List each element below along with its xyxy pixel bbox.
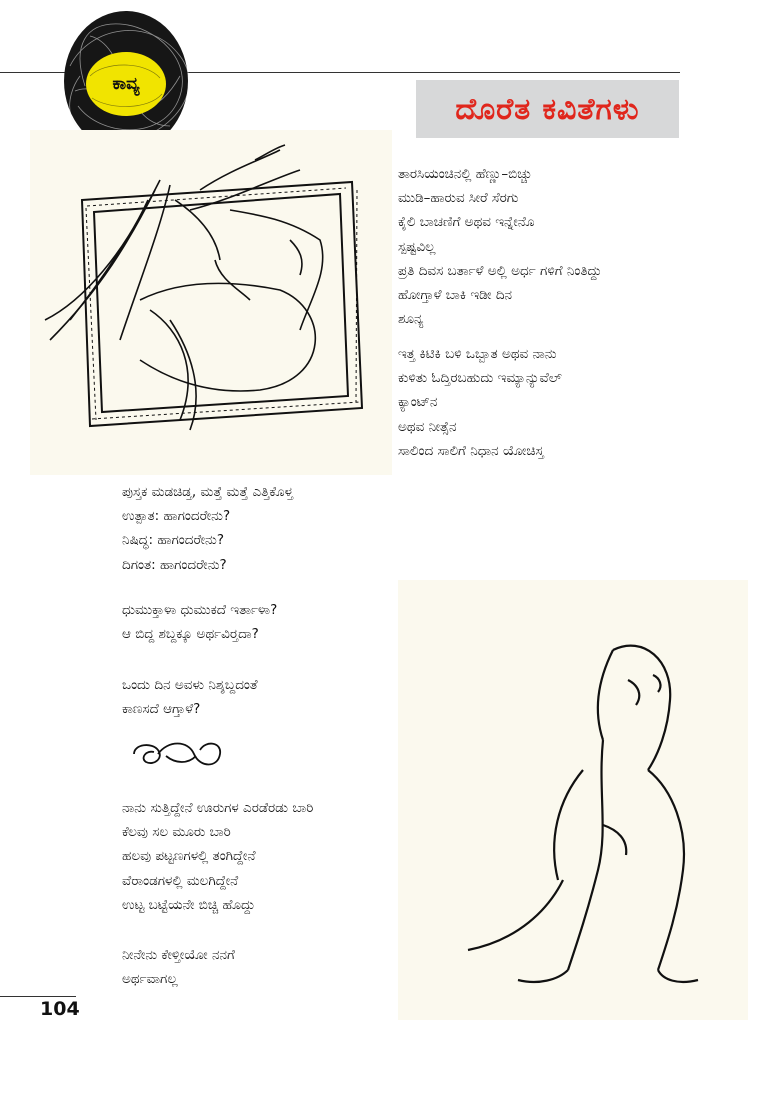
page-number: 104 bbox=[40, 998, 80, 1020]
poem-title-box bbox=[416, 80, 679, 138]
poem-line: ಅಥವ ನೀತ್ಸೆನ bbox=[398, 418, 457, 435]
poem-line: ಹೋಗ್ತಾಳೆ ಬಾಕಿ ಇಡೀ ದಿನ bbox=[398, 286, 513, 303]
poem-line: ಇತ್ತ ಕಿಟಿಕಿ ಬಳಿ ಒಬ್ಬಾತ ಅಥವ ನಾನು bbox=[398, 346, 557, 362]
poem-title: ದೊರೆತ ಕವಿತೆಗಳು bbox=[455, 91, 640, 127]
stanza-3 bbox=[122, 480, 293, 577]
poem-line: ನೀನೇನು ಕೇಳ್ತೀಯೋ ನನಗೆ bbox=[122, 947, 235, 963]
poem-line: ತಾರಸಿಯಂಚಿನಲ್ಲಿ ಹೆಣ್ಣು–ಬಿಚ್ಚು bbox=[398, 166, 533, 182]
decorative-ornament-icon bbox=[126, 732, 226, 776]
poem-line: ಸ್ಪಷ್ಟವಿಲ್ಲ bbox=[398, 238, 436, 255]
poem-line: ಕಾಣಸದೆ ಆಗ್ತಾಳೆ? bbox=[122, 701, 201, 718]
illustration-woman-rooftop bbox=[30, 130, 392, 475]
poem-line: ಕೈಲಿ ಬಾಚಣಿಗೆ ಅಥವ ಇನ್ನೇನೊ bbox=[398, 214, 535, 231]
stanza-1 bbox=[398, 162, 602, 331]
poem-line: ಉಟ್ಟ ಬಟ್ಟೆಯನೇ ಬಿಚ್ಚಿ ಹೊದ್ದು bbox=[122, 896, 256, 913]
poem-line: ಅರ್ಥವಾಗಲ್ಲ bbox=[122, 971, 178, 988]
poem-line: ಸಾಲಿಂದ ಸಾಲಿಗೆ ನಿಧಾನ ಯೋಚಿಸ್ತ bbox=[398, 442, 544, 459]
poem-line: ನಿಷಿದ್ಧ: ಹಾಗಂದರೇನು? bbox=[122, 532, 224, 549]
stanza-4 bbox=[122, 598, 277, 646]
poem-line: ಒಂದು ದಿನ ಅವಳು ನಿಶ್ಶಬ್ದದಂತೆ bbox=[122, 677, 258, 693]
poem-line: ಧುಮುಕ್ತಾಳಾ ಧುಮುಕದೆ ಇರ್ತಾಳಾ? bbox=[122, 602, 278, 618]
stanza-7 bbox=[122, 943, 235, 991]
footer-rule bbox=[0, 996, 76, 997]
poem-line: ಕೆಲವು ಸಲ ಮೂರು ಬಾರಿ bbox=[122, 824, 231, 841]
poem-line: ಕ್ಯಾಂಟ್‌ನ bbox=[398, 394, 438, 411]
poem-line: ವೆರಾಂಡಗಳಲ್ಲಿ ಮಲಗಿದ್ದೇನೆ bbox=[122, 872, 239, 889]
poem-line: ಕುಳಿತು ಓದ್ತಿರಬಹುದು ಇಮ್ಯಾನ್ಯುವೆಲ್ bbox=[398, 370, 562, 387]
poem-line: ದಿಗಂತ: ಹಾಗಂದರೇನು? bbox=[122, 556, 227, 573]
poem-line: ಪುಸ್ತಕ ಮಡಚಿಡ್ತ, ಮತ್ತೆ ಮತ್ತೆ ಎತ್ತಿಕೊಳ್ತ bbox=[122, 484, 294, 500]
poem-line: ಆ ಬಿದ್ದ ಶಬ್ದಕ್ಕೂ ಅರ್ಥವಿರ್‍ತದಾ? bbox=[122, 626, 259, 643]
poem-line: ನಾನು ಸುತ್ತಿದ್ದೇನೆ ಊರುಗಳ ಎರಡೆರಡು ಬಾರಿ bbox=[122, 800, 314, 816]
poem-line: ಮುಡಿ–ಹಾರುವ ಸೀರೆ ಸೆರಗು bbox=[398, 190, 519, 207]
woman-reclining-drawing-icon bbox=[30, 130, 392, 475]
poem-line: ಪ್ರತಿ ದಿವಸ ಬರ್ತಾಳೆ ಅಲ್ಲಿ ಅರ್ಧ ಗಳಿಗೆ ನಿಂತಿದ್ದು bbox=[398, 262, 602, 279]
illustration-figure-with-caption bbox=[398, 580, 748, 1020]
poem-line: ಶೂನ್ಯ bbox=[398, 311, 424, 328]
section-label: ಕಾವ್ಯ bbox=[112, 74, 140, 94]
stanza-2 bbox=[398, 342, 562, 463]
seated-figure-drawing-icon bbox=[398, 580, 748, 1020]
poem-line: ಉತ್ಪಾತ: ಹಾಗಂದರೇನು? bbox=[122, 508, 231, 525]
stanza-5 bbox=[122, 673, 258, 721]
poem-line: ಹಲವು ಪಟ್ಟಣಗಳಲ್ಲಿ ತಂಗಿದ್ದೇನೆ bbox=[122, 848, 256, 865]
stanza-6 bbox=[122, 796, 313, 917]
